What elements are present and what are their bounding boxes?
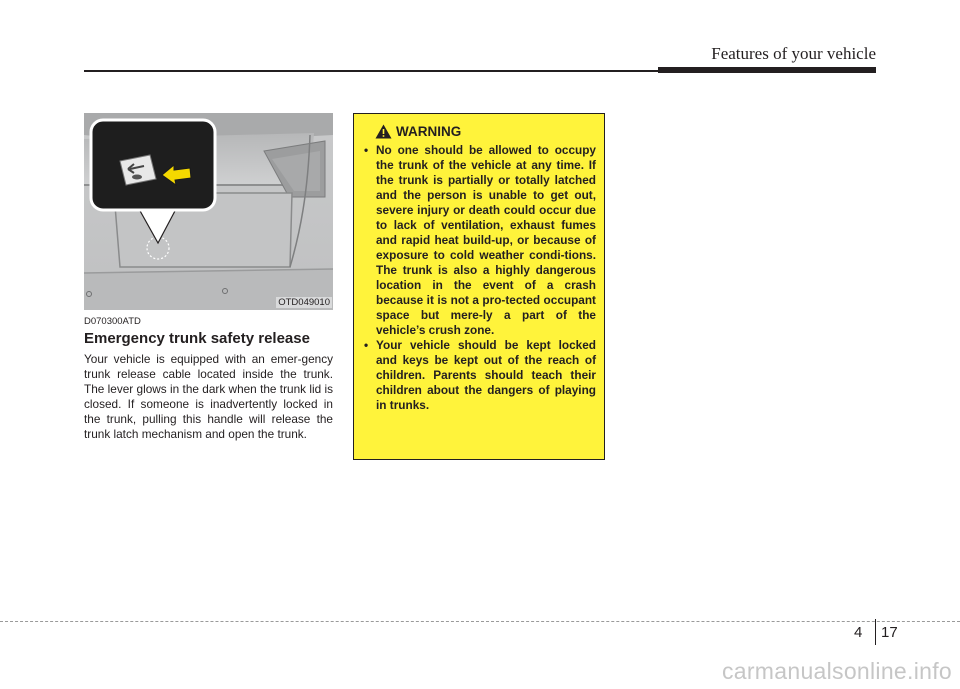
figure-code: OTD049010	[278, 297, 330, 308]
warning-box	[353, 113, 605, 460]
warning-item: • Your vehicle should be kept locked and keys be kept out of the reach of children. Parents should teach their children about the dangers of playing in trunks.	[363, 338, 596, 413]
page-chapter: 4	[854, 624, 863, 641]
warning-list	[363, 143, 596, 413]
trunk-release-lever-illustration	[84, 113, 333, 310]
section-title: Emergency trunk safety release	[84, 330, 310, 347]
header-rule	[84, 70, 660, 72]
section-body: Your vehicle is equipped with an emer-gency trunk release cable located inside the trunk. The lever glows in the dark when the trunk lid is closed. If someone is inadvertently locked in the trunk, pulling this handle will release the trunk latch mechanism and open the trunk.	[84, 352, 333, 441]
watermark: carmanualsonline.info	[721, 658, 952, 684]
warning-header	[375, 124, 596, 139]
trunk-release-figure	[84, 113, 333, 310]
page-divider	[875, 619, 876, 645]
section-code: D070300ATD	[84, 316, 141, 327]
footer-rule	[0, 621, 960, 622]
warning-title: WARNING	[396, 124, 462, 139]
page-number: 17	[881, 624, 898, 641]
warning-item: • No one should be allowed to occupy the trunk of the vehicle at any time. If the trunk is partially or totally latched and the person is unable to get out, severe injury or death could occur due to lack of ventilation, exhaust fumes and rapid heat build-up, or because of exposure to cold weather condi-tions. The trunk is also a highly dangerous location in the event of a crash because it is not a pro-tected occupant space but mere-ly a part of the vehicle’s crush zone.	[363, 143, 596, 338]
header-rule-accent	[658, 67, 876, 73]
header-title: Features of your vehicle	[711, 44, 876, 63]
warning-triangle-icon	[375, 124, 392, 139]
